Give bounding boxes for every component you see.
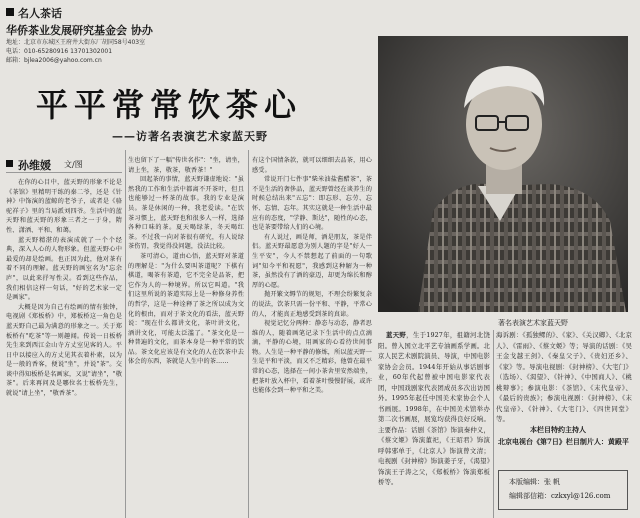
paragraph: 回起茶的事情，蓝天野谦虚地说："虽然我的工作和生活中都离不开茶叶，但且也能够过一杯茶的故事。我的专业是演员。茶是休闲的一种，我老爱读。"在饮茶习惯上，蓝天野也和很多人一样，选择各种口味的茶。夏天喝绿茶，冬天喝红茶。不过我一向对茶很有研究，有人说绿茶伤胃，我觉得没问题，没法比较。 (128, 176, 244, 251)
paragraph: 茶可清心，道由心悟，蓝天野对茶道的理解是："为什么要叫茶道呢？下棋有棋道，喝茶有茶道，它不完全是品茶，把它作为人的一种境界。所以它叫道。"我们这里所说的茶道实际上是一种修身养性的哲学，这是一种诠释了茶之所以成为文化的根由，而对于茶文化的看法，蓝天野说："现在什么都讲文化，茶叶讲文化，酒讲文化，可能太泛滥了。"茶文化是一种普遍的文化，而茶本身是一种平常的饮品。茶文化应该是有文化的人在饮茶中去体会的东西，茶就是人生中的茶…… (128, 252, 244, 366)
article-column-3 (252, 156, 372, 518)
editor-email: 编辑部信箱：czkxyl@126.com (509, 492, 611, 500)
byline-marker (6, 160, 13, 167)
paragraph: 有人说过，画是师，酒是朋友，茶是伴侣。蓝天野最愿意为别人题的字是"好人一生平安"，今人不禁想起了前面的一句歌词"知今平和祝愿"，我感到这种解为一种茶，虽然没有了酒的豪迈，却更为绵长和醇厚的心愿。 (252, 233, 372, 289)
paragraph: 有这个国情条款，就可以细细去品茶，用心感受。 (252, 157, 372, 174)
column-divider (248, 150, 249, 518)
bio-right-block (496, 330, 632, 422)
editor-label: 本版编辑：张 帆 (509, 478, 561, 486)
photo-caption: 著名表演艺术家蓝天野 (498, 319, 568, 327)
byline-suffix: 文/图 (64, 160, 83, 169)
column-name: 名人茶话 (18, 7, 62, 20)
paragraph: 常说开门七件事"柴米油盐酱醋茶"，茶不是生活的奢侈品，蓝天野曾经在谈养生的时候总结出来"五忘"：即忘形、忘劳、忘怀、忘情、忘年。其实这就是一种生活中最应有的态度，"学静、斯达"，随性的心态，也是茶要带给人们的心境。 (252, 176, 372, 232)
bio-name: 蓝天野 (386, 331, 407, 339)
bio-right-text: 海诉剧：《孤独鳏的》、《家》、《关汉卿》、《北京人》、《雷雨》、《蔡文姬》等；导演的话剧：《吴王金戈越王剑》、《秦皇父子》、《贵妇还乡》、《家》等。导演电视剧：《封神榜》、《大宅门》（选场）、《渴望》、《针神》、《中国商人》、《桃桃辩事》；参演电影：《茶馆》、《末代皇帝》、《最后的贵族》；参演电视剧：《封神榜》、《末代皇帝》、《针神》、《大宅门》、《四世同堂》等。 (496, 331, 632, 422)
byline-rule (6, 172, 122, 173)
paragraph: 生也留下了一幅"传世名作"："坐，请坐，请上坐，茶，敬茶，敬香茶！" (128, 157, 244, 174)
contact-phone: 电话：010-65280916 13701302001 (6, 48, 113, 55)
contact-address: 地址：北京市东城区王府井大街东厂胡同58号403室 (6, 39, 146, 46)
paragraph: 大概是因为自己有绘画的情有独钟，电视剧《郑板桥》中，郑板桥这一角色是蓝天野自己最为满意的形象之一。关于郑板桥有"吃茶"等一则趣闻。传说一日板桥先生来到西江金山寺方丈室见客的人。平日中以接应入的方丈见其衣着朴素，以为是一般的香客，便说"坐"，并说"茶"。交谈中得知板桥是名画家，又说"请坐"，"敬茶"。后来再问及是哪位名士板桥先生，就说"请上坐"，"敬香茶"。 (6, 303, 122, 398)
paragraph: 视觉记忆分两种：静态与动态，静者思维的人，随着画笔记录下生活中的点点滴滴，平静的心境，用画家的心看待世间事物。人生是一种平静的修炼，所以蓝天野一生是平和平淡，而又不乏精彩，他曾在最平常的心态，选择在一间小茶舍里安然端坐，把茶叶放入杯中，看着茶叶慢慢舒展，或许也能体会到一种平和之美。 (252, 320, 372, 395)
article-subtitle: ——访著名表演艺术家蓝天野 (112, 130, 268, 143)
column-divider (493, 330, 494, 518)
article-column-2 (128, 156, 244, 518)
byline-author: 孙维媛 (18, 159, 51, 172)
host-note-name: 北京电视台《第7日》栏目制片人：黄殿平 (498, 437, 629, 446)
bio-text: ，生于1927年，祖籍河北饶阳。曾入国立北平艺专油画系学画。北京人民艺术剧院演员、导演，中国电影家协会会员。1944年开始从事话剧事业，60年代起曾被中国电影家代表团，中国戏剧家代表团成员多次出访国外。1995年起任中国美术家协会个人书画展。1998年，在中国美术馆举办第二次书画展，展览均获得良好反响。主要作品：话剧《茶馆》饰演秦仲义，《蔡文姬》饰演董祀，《王昭君》饰演呼韩邪单于，《北京人》饰演曾文清；电视剧《封神榜》饰演姜子牙，《渴望》饰演王子涛之父，《郑板桥》饰演郑板桥等。 (378, 331, 490, 486)
sponsor-line: 华侨茶业发展研究基金会 协办 (6, 24, 153, 37)
column-divider (125, 150, 126, 518)
bio-paragraph (378, 330, 490, 488)
portrait-illustration (378, 36, 628, 312)
bio-block (378, 330, 490, 518)
column-marker (6, 8, 14, 16)
host-note-title: 本栏目特约主持人 (530, 425, 586, 434)
paragraph: 在你的心目中，蓝天野的形象不论是《茶馆》里精明干练的秦二爷，还是《针神》中饰演的蓝鲸的老爷子，或者是《骆驼祥子》里的当局派刘四爷。生活中的蓝天野和蓝天野的形象三者之一于身，隋性、潇洒、平和、和蔼。 (6, 179, 122, 234)
article-title: 平平常常饮茶心 (36, 86, 303, 124)
editor-box (498, 470, 628, 510)
paragraph: 抛开繁文缛节的规矩，不理会纷繁复杂的说法，饮茶只需一份平和、平静，平常心的人，才能真正地感受到茶的真谛。 (252, 291, 372, 318)
article-column-1 (6, 178, 122, 518)
paragraph: 蓝天野精湛的表演成就了一个个经典，深入人心的人物形象。但蓝天野心中最爱的却是绘画。也正因为此，他对茶有着不同的理解。蓝天野的画室名为"忘余庐"，以此来抒写性灵。看到这些作品，我们相信这样一句话，"好的艺术家一定是画家"。 (6, 236, 122, 302)
contact-email: 邮箱：bjlea2006@yahoo.com.cn (6, 57, 102, 64)
portrait-photo (378, 36, 628, 312)
